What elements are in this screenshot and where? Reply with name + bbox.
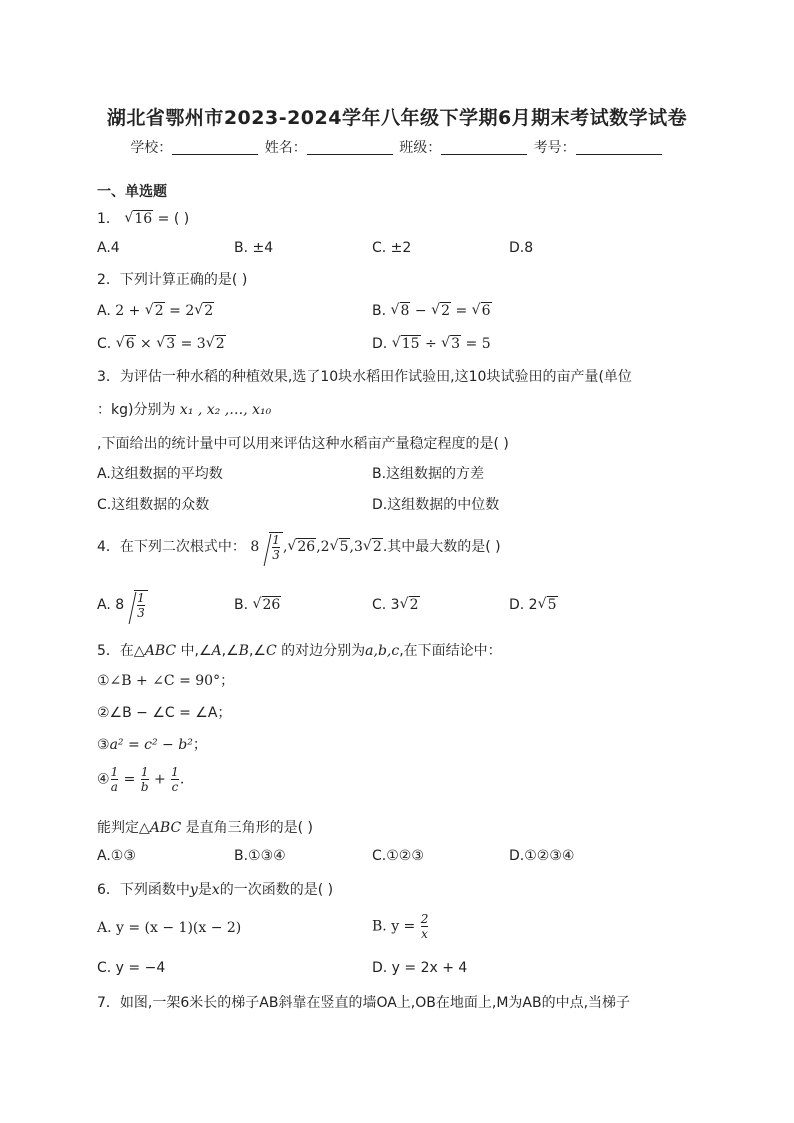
sqrt <box>116 336 136 352</box>
stem-part: ,在下面结论中： <box>399 643 502 659</box>
option-b[interactable] <box>372 912 429 941</box>
sqrt <box>392 336 421 352</box>
question-3 <box>97 366 632 386</box>
question-2 <box>97 269 247 289</box>
option-c[interactable]: C.①②③ <box>372 848 424 864</box>
page-title: 湖北省鄂州市2023-2024学年八年级下学期6月期末考试数学试卷 <box>106 107 688 129</box>
option-a[interactable]: A. y = (x − 1)(x − 2) <box>97 920 242 936</box>
option-c[interactable] <box>97 336 226 352</box>
radicand: 5 <box>339 539 349 555</box>
denominator: x <box>421 927 428 941</box>
expr-part: = <box>451 303 472 319</box>
side-names: a,b,c <box>365 643 400 659</box>
number-blank[interactable] <box>576 140 662 155</box>
radicand: 2 <box>441 303 450 319</box>
school-label: 学校： <box>130 140 173 156</box>
equation: a² = c² − b² <box>109 737 193 753</box>
stem-part: 能判定△ <box>97 820 150 836</box>
sqrt <box>287 539 316 555</box>
sqrt <box>253 597 282 613</box>
question-5: 5．在△ABC 中,∠A,∠B,∠C 的对边分别为a,b,c,在下面结论中： <box>97 643 502 659</box>
statement-4: ④ $\frac{1}{a}$ = $\frac{1}{b}$ + $\frac{1}{c}$ . <box>97 765 185 794</box>
option-label: B. y = <box>372 918 420 935</box>
angle-c: C <box>265 643 277 659</box>
option-label: A. <box>97 303 111 319</box>
student-info-line <box>0 137 794 157</box>
fraction-1-a <box>111 765 119 794</box>
radicand: 3 <box>166 336 176 352</box>
section-heading: 一、单选题 <box>97 184 167 200</box>
sqrt <box>472 303 492 319</box>
statement-marker: ④ <box>97 771 110 788</box>
question-stem: 下列计算正确的是( ) <box>119 272 248 288</box>
coefficient: 8 <box>250 539 260 555</box>
sqrt <box>156 336 176 352</box>
option-label: C. <box>97 336 112 352</box>
option-a[interactable] <box>97 590 148 620</box>
expr-part: 2 + <box>115 303 145 319</box>
sqrt-fraction <box>124 590 148 620</box>
question-stem: = ( ) <box>157 211 190 227</box>
sqrt <box>391 303 411 319</box>
variable-y: y <box>189 882 198 898</box>
radicand: 5 <box>547 597 557 613</box>
fraction-1-b <box>141 765 149 794</box>
question-number: 5． <box>97 643 120 659</box>
radicand: 2 <box>409 597 419 613</box>
option-label: C. 3 <box>372 597 400 613</box>
option-b[interactable] <box>372 303 492 319</box>
option-label: D. <box>372 336 388 352</box>
option-b[interactable]: B. ±4 <box>234 240 274 256</box>
option-label: D. 2 <box>509 597 538 613</box>
stem-part: 在△ <box>119 643 145 659</box>
stem-part: 的一次函数的是( ) <box>219 882 334 898</box>
fraction-1-c <box>171 765 179 794</box>
radicand: 2 <box>154 303 164 319</box>
option-b[interactable]: B.这组数据的方差 <box>372 466 485 482</box>
question-stem: 在下列二次根式中： <box>119 539 246 555</box>
option-d[interactable] <box>509 597 558 613</box>
option-d[interactable] <box>372 336 491 352</box>
name-label: 姓名： <box>264 140 307 156</box>
stem-part: 是直角三角形的是( ) <box>181 820 313 836</box>
question-stem: 为评估一种水稻的种植效果,选了10块水稻田作试验田,这10块试验田的亩产量(单位 <box>119 369 632 385</box>
expr-part: = 5 <box>461 336 491 352</box>
numerator: 1 <box>171 765 179 779</box>
punctuation: ； <box>192 737 207 753</box>
radicand: 2 <box>215 336 225 352</box>
radicand: 6 <box>481 303 491 319</box>
fraction <box>421 912 429 941</box>
option-d[interactable]: D.8 <box>509 240 534 256</box>
option-c[interactable]: C. ±2 <box>372 240 412 256</box>
expr-part: ÷ <box>420 336 442 352</box>
question-stem: .其中最大数的是( ) <box>382 539 501 555</box>
question-3-line2 <box>97 399 271 419</box>
stem-part: 是 <box>197 882 212 898</box>
fraction <box>137 591 145 620</box>
sqrt <box>441 336 461 352</box>
question-6 <box>97 879 333 899</box>
option-d[interactable]: D.①②③④ <box>509 848 575 864</box>
denominator: 3 <box>272 548 280 562</box>
class-label: 班级： <box>399 140 442 156</box>
option-label: B. <box>372 303 387 319</box>
denominator: c <box>171 780 179 794</box>
triangle-name: ABC <box>149 820 182 836</box>
option-c[interactable]: C.这组数据的众数 <box>97 497 210 513</box>
question-3-line3: ,下面给出的统计量中可以用来评估这种水稻亩产量稳定程度的是( ) <box>97 436 509 452</box>
radicand: 3 <box>451 336 461 352</box>
coefficient: 2 <box>320 539 330 555</box>
option-a[interactable] <box>97 303 214 319</box>
numerator: 1 <box>110 765 119 779</box>
triangle-name: ABC <box>144 643 177 659</box>
expr-part: × <box>135 336 157 352</box>
radicand: 2 <box>372 539 382 555</box>
denominator: 3 <box>137 606 145 620</box>
fraction <box>272 533 280 562</box>
option-a[interactable]: A.这组数据的平均数 <box>97 466 223 482</box>
denominator: b <box>140 780 149 794</box>
radicand: 26 <box>262 597 281 613</box>
option-a[interactable]: A.①③ <box>97 848 136 864</box>
sqrt <box>145 303 165 319</box>
name-blank[interactable] <box>307 140 393 155</box>
school-blank[interactable] <box>172 140 258 155</box>
radicand: 26 <box>297 539 316 555</box>
option-d[interactable]: D. y = 2x + 4 <box>372 960 468 976</box>
sqrt-fraction <box>259 532 283 562</box>
radicand: 6 <box>125 336 135 352</box>
denominator: a <box>110 780 118 794</box>
expr-part: = 3 <box>176 336 206 352</box>
sqrt <box>194 303 214 319</box>
sqrt <box>400 597 420 613</box>
option-b[interactable] <box>234 597 281 613</box>
stem-part: 下列函数中 <box>119 882 190 898</box>
question-number: 6． <box>97 882 120 898</box>
angle-b: B <box>238 643 249 659</box>
variable-x: x <box>211 882 220 898</box>
question-number: 7． <box>97 995 120 1011</box>
option-c[interactable]: C. y = −4 <box>97 960 166 976</box>
question-number: 4． <box>97 539 120 555</box>
numerator: 1 <box>272 533 280 547</box>
radicand: 8 <box>400 303 410 319</box>
statement-marker: ③ <box>97 737 110 753</box>
coefficient: 3 <box>353 539 363 555</box>
option-label: A. 8 <box>97 597 125 613</box>
question-5-conclusion <box>97 817 313 837</box>
sqrt <box>363 539 383 555</box>
statement-2: ②∠B − ∠C = ∠A； <box>97 705 232 721</box>
expr-part: − <box>410 303 432 319</box>
sqrt <box>431 303 451 319</box>
sqrt-expression <box>124 211 153 227</box>
numerator: 2 <box>420 912 429 926</box>
class-blank[interactable] <box>441 140 527 155</box>
question-number: 3． <box>97 369 120 385</box>
question-number: 1． <box>97 211 120 227</box>
question-stem: 如图,一架6米长的梯子AB斜靠在竖直的墙OA上,OB在地面上,M为AB的中点,当梯子 <box>119 995 631 1011</box>
option-a[interactable]: A.4 <box>97 240 120 256</box>
question-4: 4．在下列二次根式中： 8 $\frac{1}{3}$ ,√ 26,2√ 5,3√ 2.其中最大数的是( ) <box>97 532 501 562</box>
statement-1: ①∠B + ∠C = 90°； <box>97 673 235 689</box>
stem-part: 中,∠ <box>176 643 212 659</box>
angle-a: A <box>211 643 222 659</box>
number-label: 考号： <box>533 140 576 156</box>
option-b[interactable]: B.①③④ <box>234 848 286 864</box>
question-7 <box>97 992 630 1012</box>
radicand: 15 <box>401 336 420 352</box>
question-number: 2． <box>97 272 120 288</box>
numerator: 1 <box>137 591 145 605</box>
sqrt <box>206 336 226 352</box>
variable-list: x₁ , x₂ ,…, x₁₀ <box>179 402 272 418</box>
expr-part: = 2 <box>164 303 195 319</box>
option-d[interactable]: D.这组数据的中位数 <box>372 497 500 513</box>
option-label: B. <box>234 597 249 613</box>
question-1 <box>97 208 189 228</box>
stem-part: 的对边分别为 <box>276 643 366 659</box>
radicand: 2 <box>204 303 214 319</box>
question-stem: ：kg)分别为 <box>97 402 176 418</box>
statement-3 <box>97 734 207 754</box>
sqrt <box>538 597 558 613</box>
numerator: 1 <box>140 765 149 779</box>
sqrt <box>330 539 350 555</box>
radicand: 16 <box>134 211 153 227</box>
option-c[interactable] <box>372 597 420 613</box>
